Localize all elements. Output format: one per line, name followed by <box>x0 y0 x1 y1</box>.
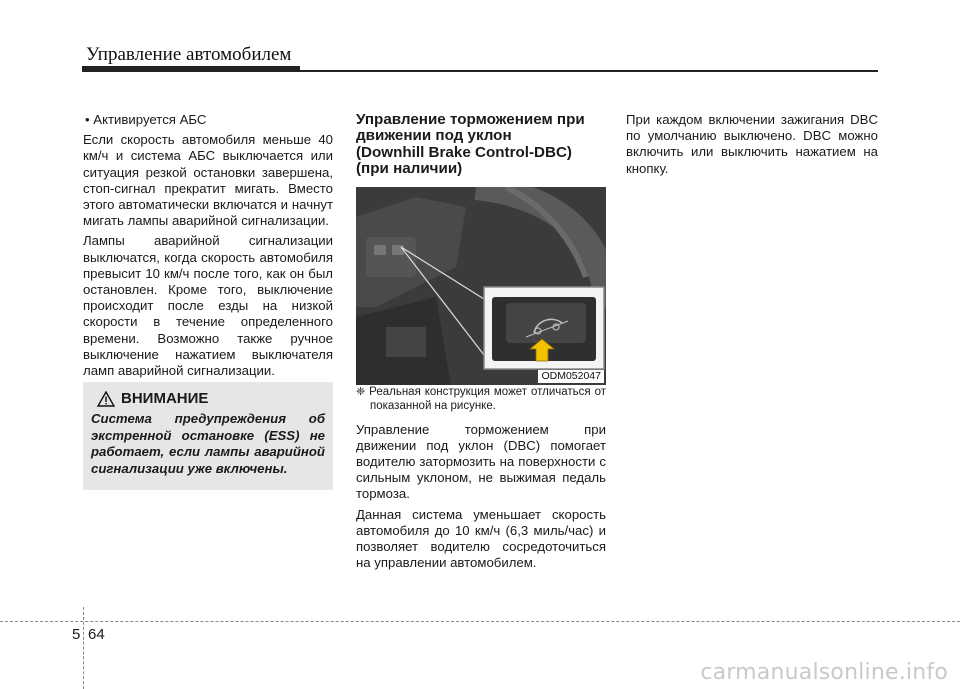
figure-code: ODM052047 <box>538 370 604 383</box>
header-rule-thin <box>300 70 878 72</box>
bullet-abs: • Активируется АБС <box>85 112 207 127</box>
paragraph-abs-speed: Если скорость автомобиля меньше 40 км/ч и система АБС выключается или ситуация резкой остановки завершена, стоп-сигнал прекратит мигать. Вместо этого автоматически включатся и начнут мигать лампы аварийной сигнализации. <box>83 132 333 229</box>
warning-triangle-icon <box>97 391 115 407</box>
dbc-section-title <box>356 112 606 178</box>
warning-text: Система предупреждения об экстренной остановке (ESS) не работает, если лампы аварийной сигнализации уже включены. <box>91 411 325 476</box>
dbc-title-line-3: (Downhill Brake Control-DBC) <box>356 143 572 161</box>
figure-note-text: Реальная конструкция может отличаться от показанной на рисунке. <box>369 385 607 412</box>
header-rule-thick <box>82 66 300 72</box>
note-mark: ❈ <box>356 385 366 398</box>
chapter-number: 5 <box>72 626 81 643</box>
warning-title: ВНИМАНИЕ <box>121 390 209 407</box>
paragraph-hazard-lamps: Лампы аварийной сигнализации выключатся, когда скорость автомобиля превысит 10 км/ч после того, как он был остановлен. Кроме того, выключение происходит после езды на низкой скорости в течение определенного времени. Возможно также ручное выключение нажатием выключателя ламп аварийной сигнализации. <box>83 233 333 379</box>
warning-box <box>83 382 333 490</box>
footer-dashed-line <box>0 621 960 623</box>
dbc-button-figure <box>356 187 606 385</box>
warning-heading <box>97 390 325 407</box>
dbc-title-line-4: (при наличии) <box>356 160 463 178</box>
dashboard-illustration <box>356 187 606 385</box>
page-number: 64 <box>88 626 105 643</box>
column-left <box>83 112 333 383</box>
section-header-title: Управление автомобилем <box>86 44 292 65</box>
paragraph-dbc-default: При каждом включении зажигания DBC по умолчанию выключено. DBC можно включить или выключить нажатием на кнопку. <box>626 112 878 176</box>
paragraph-dbc-speed: Данная система уменьшает скорость автомобиля до 10 км/ч (6,3 миль/час) и позволяет водителю сосредоточиться на управлении автомобилем. <box>356 506 606 571</box>
footer-vertical-line <box>83 607 85 689</box>
watermark: carmanualsonline.info <box>700 660 948 685</box>
column-middle <box>356 112 606 575</box>
figure-note <box>356 385 606 413</box>
column-right <box>626 112 878 181</box>
dbc-title-line-1: Управление торможением при <box>356 111 585 128</box>
paragraph-dbc-intro: Управление торможением при движении под уклон (DBC) помогает водителю затормозить на поверхности с сильным уклоном, не выжимая педаль тормоза. <box>356 421 606 502</box>
dbc-title-line-2: движении под уклон <box>356 127 512 145</box>
